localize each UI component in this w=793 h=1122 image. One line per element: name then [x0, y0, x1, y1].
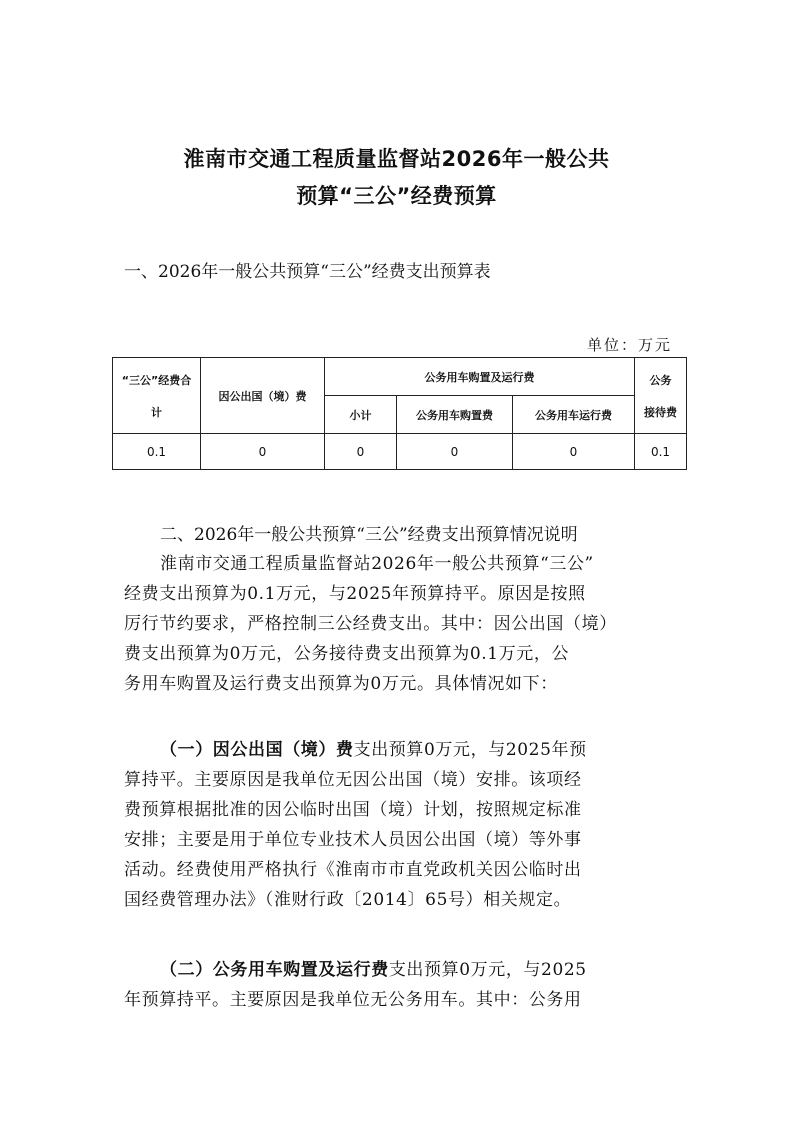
cell-vehicle-purchase: 0	[397, 434, 513, 470]
table-header-row-1	[113, 358, 687, 396]
cell-reception: 0.1	[635, 434, 687, 470]
paragraph-text: 支出预算0万元，与2025年预	[353, 740, 587, 760]
cell-subtotal: 0	[325, 434, 397, 470]
header-reception-line-1: 公务	[649, 373, 672, 387]
header-total-line-2: 计	[151, 405, 162, 419]
table-row	[113, 434, 687, 470]
cell-total: 0.1	[113, 434, 201, 470]
header-total-line-1: “三公”经费合	[121, 373, 192, 387]
paragraph-vehicle	[124, 955, 684, 1015]
paragraph-line: 安排；主要是用于单位专业技术人员因公出国（境）等外事	[124, 830, 582, 850]
budget-table	[112, 357, 687, 470]
document-title-line-2: 预算“三公”经费预算	[296, 184, 497, 208]
paragraph-line: 厉行节约要求，严格控制三公经费支出。其中：因公出国（境）	[124, 614, 617, 634]
header-abroad: 因公出国（境）费	[201, 358, 325, 434]
paragraph-line	[124, 735, 684, 765]
paragraph-text: 支出预算0万元，与2025	[388, 960, 587, 980]
header-reception	[635, 358, 687, 434]
section-2-heading: 二、2026年一般公共预算“三公”经费支出预算情况说明	[160, 525, 578, 545]
cell-abroad: 0	[201, 434, 325, 470]
paragraph-line: 费预算根据批准的因公临时出国（境）计划，按照规定标准	[124, 800, 582, 820]
header-reception-line-2: 接待费	[644, 405, 677, 419]
paragraph-line: 年预算持平。主要原因是我单位无公务用车。其中：公务用	[124, 990, 582, 1010]
document-title-line-1: 淮南市交通工程质量监督站2026年一般公共	[183, 147, 610, 171]
section-1-heading: 一、2026年一般公共预算“三公”经费支出预算表	[124, 262, 491, 282]
paragraph-line: 算持平。主要原因是我单位无因公出国（境）安排。该项经	[124, 770, 582, 790]
paragraph-line	[124, 955, 684, 985]
header-vehicle-purchase: 公务用车购置费	[397, 396, 513, 434]
unit-label: 单位：万元	[586, 336, 672, 354]
paragraph-line: 经费支出预算为0.1万元，与2025年预算持平。原因是按照	[124, 584, 586, 604]
header-total	[113, 358, 201, 434]
header-vehicle-group: 公务用车购置及运行费	[325, 358, 635, 396]
header-vehicle-operation: 公务用车运行费	[513, 396, 635, 434]
header-subtotal: 小计	[325, 396, 397, 434]
cell-vehicle-operation: 0	[513, 434, 635, 470]
paragraph-line: 活动。经费使用严格执行《淮南市市直党政机关因公临时出	[124, 860, 582, 880]
subheading-abroad: （一）因公出国（境）费	[160, 740, 354, 760]
subheading-vehicle: （二）公务用车购置及运行费	[160, 960, 389, 980]
paragraph-line: 国经费管理办法》（淮财行政〔2014〕65号）相关规定。	[124, 890, 572, 910]
paragraph-line: 淮南市交通工程质量监督站2026年一般公共预算“三公”	[160, 554, 594, 574]
paragraph-line: 费支出预算为0万元，公务接待费支出预算为0.1万元，公	[124, 644, 570, 664]
paragraph-summary	[124, 549, 684, 699]
paragraph-abroad	[124, 735, 684, 915]
paragraph-line: 务用车购置及运行费支出预算为0万元。具体情况如下：	[124, 674, 558, 694]
